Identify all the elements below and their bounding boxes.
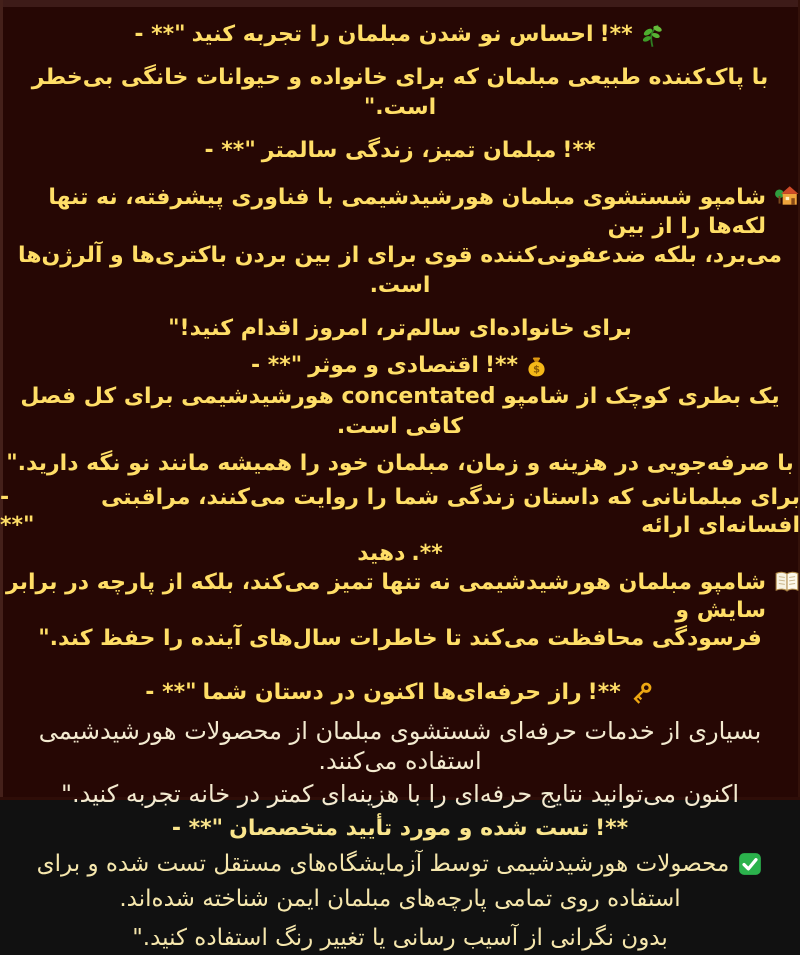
- body-lab-tested-line2: استفاده روی تمامی پارچه‌های مبلمان ایمن شناخته شده‌اند.: [119, 886, 681, 912]
- body-no-worries: بدون نگرانی از آسیب رسانی یا تغییر رنگ استفاده کنید.": [132, 925, 668, 951]
- headline-pro-secret: [145, 677, 654, 709]
- headline-text: راز حرفه‌ای‌ها اکنون در دستان شما: [202, 680, 582, 705]
- top-edge-strip: [0, 0, 800, 7]
- body-pro-results-at-home: اکنون می‌توانید نتایج حرفه‌ای را با هزینه‌ای کمتر در خانه تجربه کنید.": [61, 780, 739, 808]
- body-lab-tested: [37, 847, 764, 882]
- body-small-bottle: یک بطری کوچک از شامپو concentated هورشیدشیمی برای کل فصل کافی است.: [20, 384, 780, 439]
- body-text-line1: شامپو شستشوی مبلمان هورشیدشیمی با فناوری پیشرفته، نه تنها لکه‌ها را از بین: [48, 185, 766, 239]
- headline-text: احساس نو شدن مبلمان را تجربه کنید: [191, 22, 594, 47]
- post-content: [0, 7, 800, 955]
- body-pro-services-line2: استفاده می‌کنند.: [318, 747, 482, 775]
- asterisk-suffix: !**: [595, 816, 629, 841]
- asterisk-suffix: !**: [587, 680, 621, 705]
- body-text-line1: محصولات هورشیدشیمی توسط آزمایشگاه‌های مستقل تست شده و برای: [36, 851, 730, 877]
- svg-text:$: $: [533, 363, 540, 375]
- body-act-today: برای خانواده‌ای سالم‌تر، امروز اقدام کنید!": [168, 316, 632, 341]
- moneybag-icon: [524, 354, 549, 379]
- house-garden-icon: [774, 183, 800, 209]
- body-save-money: با صرفه‌جویی در هزینه و زمان، مبلمان خود را همیشه مانند نو نگه دارید.": [6, 451, 794, 476]
- asterisk-suffix: !**: [484, 353, 518, 378]
- headline-clean-furniture: [205, 136, 596, 166]
- headline-economical: [251, 351, 549, 381]
- body-protects-fabric: [0, 569, 800, 625]
- body-pro-services: بسیاری از خدمات حرفه‌ای شستشوی مبلمان از محصولات هورشیدشیمی: [38, 717, 762, 745]
- body-natural-cleaner: با پاک‌کننده طبیعی مبلمان که برای خانواده و حیوانات خانگی بی‌خطر است.": [31, 65, 769, 120]
- dash-prefix: - **": [145, 680, 197, 705]
- body-advanced-technology: [0, 183, 800, 241]
- body-advanced-technology-line2: می‌برد، بلکه ضدعفونی‌کننده قوی برای از بین بردن باکتری‌ها و آلرژن‌ها است.: [17, 243, 783, 298]
- asterisk-suffix: !**: [562, 138, 596, 163]
- body-protects-fabric-line2: فرسودگی محافظت می‌کند تا خاطرات سال‌های آینده را حفظ کند.": [38, 626, 762, 651]
- asterisk-suffix: !**: [599, 22, 633, 47]
- body-text-line1: شامپو مبلمان هورشیدشیمی نه تنها تمیز می‌کند، بلکه از پارچه در برابر سایش و: [6, 570, 766, 623]
- open-book-icon: [774, 569, 800, 595]
- headline-expert-approved: [172, 814, 628, 844]
- dash-prefix: - **": [251, 353, 303, 378]
- headline-text: مبلمان تمیز، زندگی سالمتر: [261, 138, 557, 163]
- headline-legendary-care: [0, 484, 800, 540]
- headline-text: اقتصادی و موثر: [308, 353, 479, 378]
- headline-experience-freshness: [134, 20, 665, 50]
- dash-prefix: - **": [204, 138, 256, 163]
- herb-icon: [639, 22, 666, 49]
- key-icon: [627, 679, 655, 707]
- asterisk-suffix: .**: [411, 541, 443, 566]
- headline-text-line1: برای مبلمانانی که داستان زندگی شما را روایت می‌کنند، مراقبتی افسانه‌ای ارائه: [101, 485, 800, 538]
- check-mark-icon: [737, 851, 763, 877]
- dash-prefix: - **": [171, 816, 224, 841]
- headline-text-line2: دهید: [357, 541, 406, 566]
- dash-prefix: - **": [0, 485, 35, 538]
- headline-legendary-care-line2: [357, 540, 443, 568]
- dash-prefix: - **": [134, 22, 186, 47]
- headline-text: تست شده و مورد تأیید متخصصان: [229, 816, 590, 841]
